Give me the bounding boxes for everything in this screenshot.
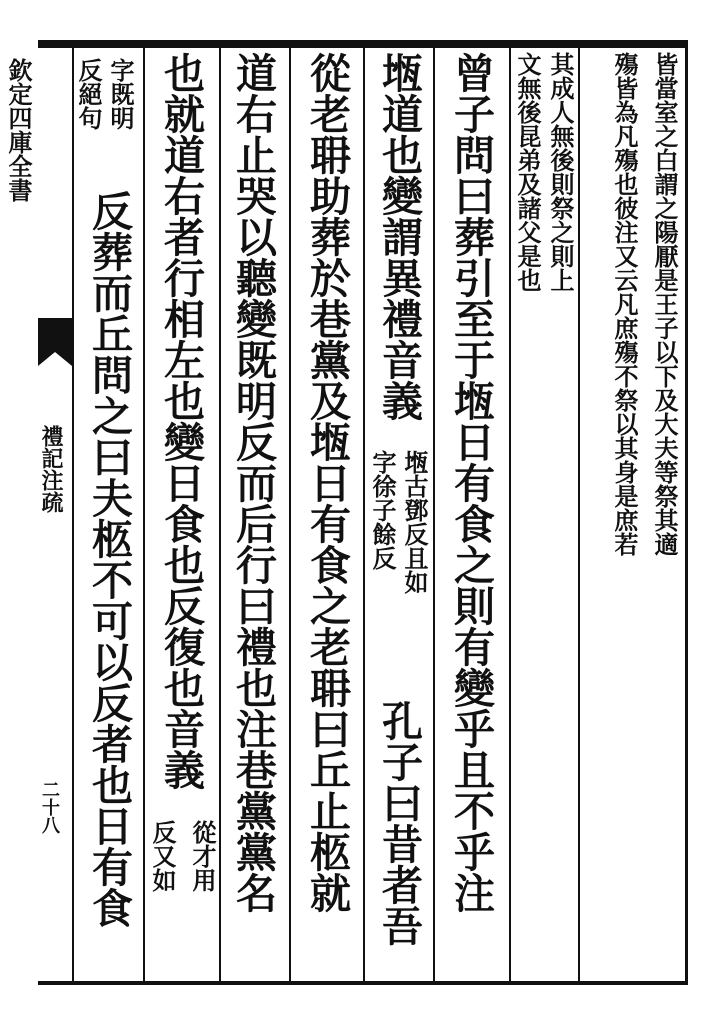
margin-header: 欽定四庫全書 [4,58,33,202]
text-column-2: 殤皆為凡殤也彼注又云凡庶殤不祭以其身是庶若 [610,52,639,556]
text-column-7: 從老耼助葬於巷黨及堩日有食之老耼曰丘止柩就 [303,52,351,913]
text-column-3: 其成人無後則祭之則上 [546,52,575,292]
margin-book-title: 禮記注疏 [38,425,64,513]
text-column-6a: 堩道也變謂異禮音義 [375,52,423,421]
text-column-6b: 堩古鄧反且如 [400,450,429,594]
text-column-10b: 反絕句 [74,58,103,130]
column-rule [578,48,580,981]
column-rule [289,48,291,981]
text-column-1: 皆當室之白謂之陽厭是王子以下及大夫等祭其適 [650,52,679,556]
column-rule [363,48,365,981]
frame-right-border [685,48,688,981]
text-column-5: 曾子問曰葬引至于堩日有食之則有變乎且不乎注 [447,52,495,913]
text-column-8: 道右止哭以聽變既明反而后行曰禮也注巷黨黨名 [229,52,277,913]
column-rule [509,48,511,981]
margin-page-number: 二十八 [39,780,60,834]
column-rule [143,48,145,981]
column-rule [72,48,74,981]
text-column-4: 文無後昆弟及諸父是也 [513,52,542,292]
text-column-6c: 字徐子餘反 [368,450,397,570]
column-rule [433,48,435,981]
column-rule [219,48,221,981]
text-column-9c: 反又如 [148,820,177,892]
text-column-6d: 孔子曰昔者吾 [375,700,423,946]
text-column-10c: 反葬而丘問之曰夫柩不可以反者也日有食 [85,190,133,928]
fish-tail-mark [38,318,72,352]
text-column-10a: 字既明 [106,58,135,130]
text-column-9a: 也就道右者行相左也變日食也反復也音義 [157,52,205,790]
text-column-9b: 從才用 [188,820,217,892]
